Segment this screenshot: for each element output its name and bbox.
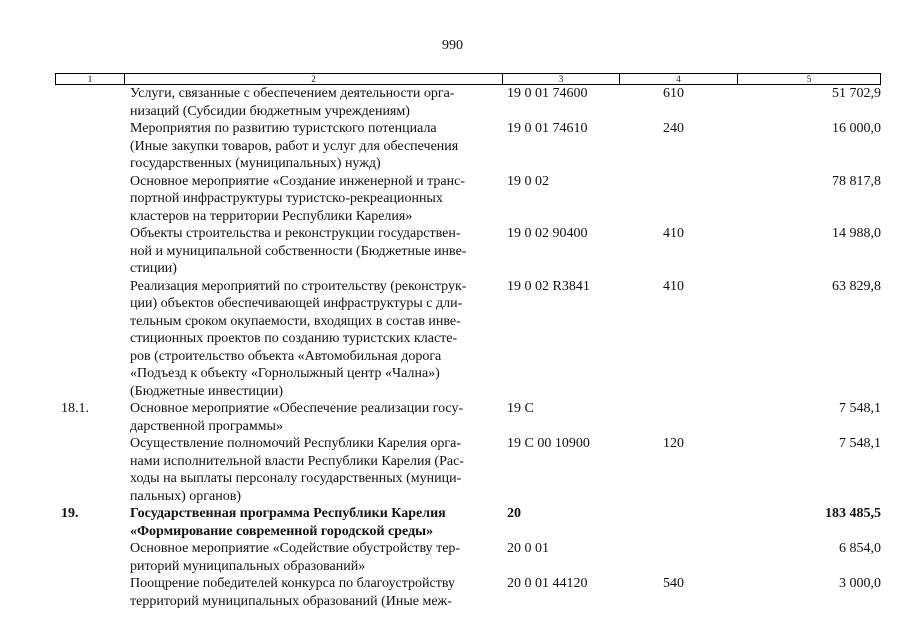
row-expense-type: 410 — [663, 278, 684, 294]
row-description: Основное мероприятие «Создание инженерной и транс- портной инфраструктуры туристско-рекреационных кластеров на территории Республики Карелия» — [130, 173, 466, 224]
row-amount: 16 000,0 — [832, 121, 881, 136]
row-code: 19 0 02 R3841 — [507, 278, 590, 294]
header-col-4: 4 — [619, 74, 737, 84]
row-description: Услуги, связанные с обеспечением деятельности орга- низаций (Субсидии бюджетным учреждениям) — [130, 86, 455, 119]
row-description: Реализация мероприятий по строительству (реконструк- ции) объектов обеспечивающей инфраструктуры с дли- тельным сроком окупаемости, входящих в состав инве- стиционных проектов по созданию туристских класте- ров (строительство объекта «Автомобильная дорога «Подъезд к объекту «Горнолыжный центр «Чална») (Бюджетные инвестиции) — [130, 278, 467, 399]
header-col-3: 3 — [502, 74, 619, 84]
row-code: 19 0 02 — [507, 173, 549, 189]
table-row — [55, 400, 881, 435]
table-row — [55, 225, 881, 278]
page-number: 990 — [442, 38, 463, 53]
budget-table — [55, 73, 881, 610]
row-expense-type: 120 — [663, 436, 684, 451]
row-number: 18.1. — [61, 401, 89, 416]
table-row — [55, 173, 881, 226]
row-code: 19 С — [507, 401, 534, 416]
row-description: Объекты строительства и реконструкции государствен- ной и муниципальной собственности (Бюджетные инве- стиции) — [130, 226, 467, 276]
header-col-1: 1 — [87, 74, 93, 84]
row-amount: 183 485,5 — [825, 506, 881, 521]
row-amount: 63 829,8 — [832, 278, 881, 294]
row-expense-type: 610 — [663, 86, 684, 101]
row-description: Основное мероприятие «Содействие обустройству тер- риторий муниципальных образований» — [130, 541, 461, 574]
row-expense-type: 240 — [663, 121, 684, 136]
table-row — [55, 575, 881, 610]
row-description: Мероприятия по развитию туристского потенциала (Иные закупки товаров, работ и услуг для обеспечения государственных (муниципальных) нужд) — [130, 121, 459, 171]
row-amount: 78 817,8 — [832, 173, 881, 189]
row-number: 19. — [61, 506, 79, 521]
table-row — [55, 278, 881, 401]
header-col-5: 5 — [737, 74, 880, 84]
row-code: 19 0 02 90400 — [507, 226, 588, 241]
row-code: 19 0 01 74610 — [507, 121, 588, 136]
table-header — [55, 73, 881, 85]
row-description: Осуществление полномочий Республики Карелия орга- нами исполнительной власти Республики Карелия (Рас- ходы на выплаты персоналу государственных (муници- пальных) органов) — [130, 436, 464, 504]
row-amount: 3 000,0 — [839, 576, 881, 591]
row-amount: 6 854,0 — [839, 541, 881, 556]
row-code: 20 0 01 — [507, 541, 549, 556]
row-expense-type: 410 — [663, 226, 684, 241]
table-row — [55, 120, 881, 173]
row-description: Поощрение победителей конкурса по благоустройству территорий муниципальных образований (Иные меж- — [130, 576, 455, 609]
row-code: 19 0 01 74600 — [507, 86, 588, 101]
table-row — [55, 435, 881, 505]
row-description: Основное мероприятие «Обеспечение реализации госу- дарственной программы» — [130, 401, 464, 434]
row-expense-type: 540 — [663, 576, 684, 591]
table-body — [55, 85, 881, 610]
table-row — [55, 505, 881, 540]
table-row — [55, 540, 881, 575]
row-code: 19 С 00 10900 — [507, 436, 590, 451]
table-row — [55, 85, 881, 120]
row-amount: 7 548,1 — [839, 401, 881, 416]
row-code: 20 — [507, 506, 521, 521]
row-amount: 14 988,0 — [832, 226, 881, 241]
row-code: 20 0 01 44120 — [507, 576, 588, 591]
row-amount: 7 548,1 — [839, 436, 881, 451]
row-description: Государственная программа Республики Карелия «Формирование современной городской среды» — [130, 506, 446, 539]
header-col-2: 2 — [124, 74, 502, 84]
row-amount: 51 702,9 — [832, 86, 881, 101]
